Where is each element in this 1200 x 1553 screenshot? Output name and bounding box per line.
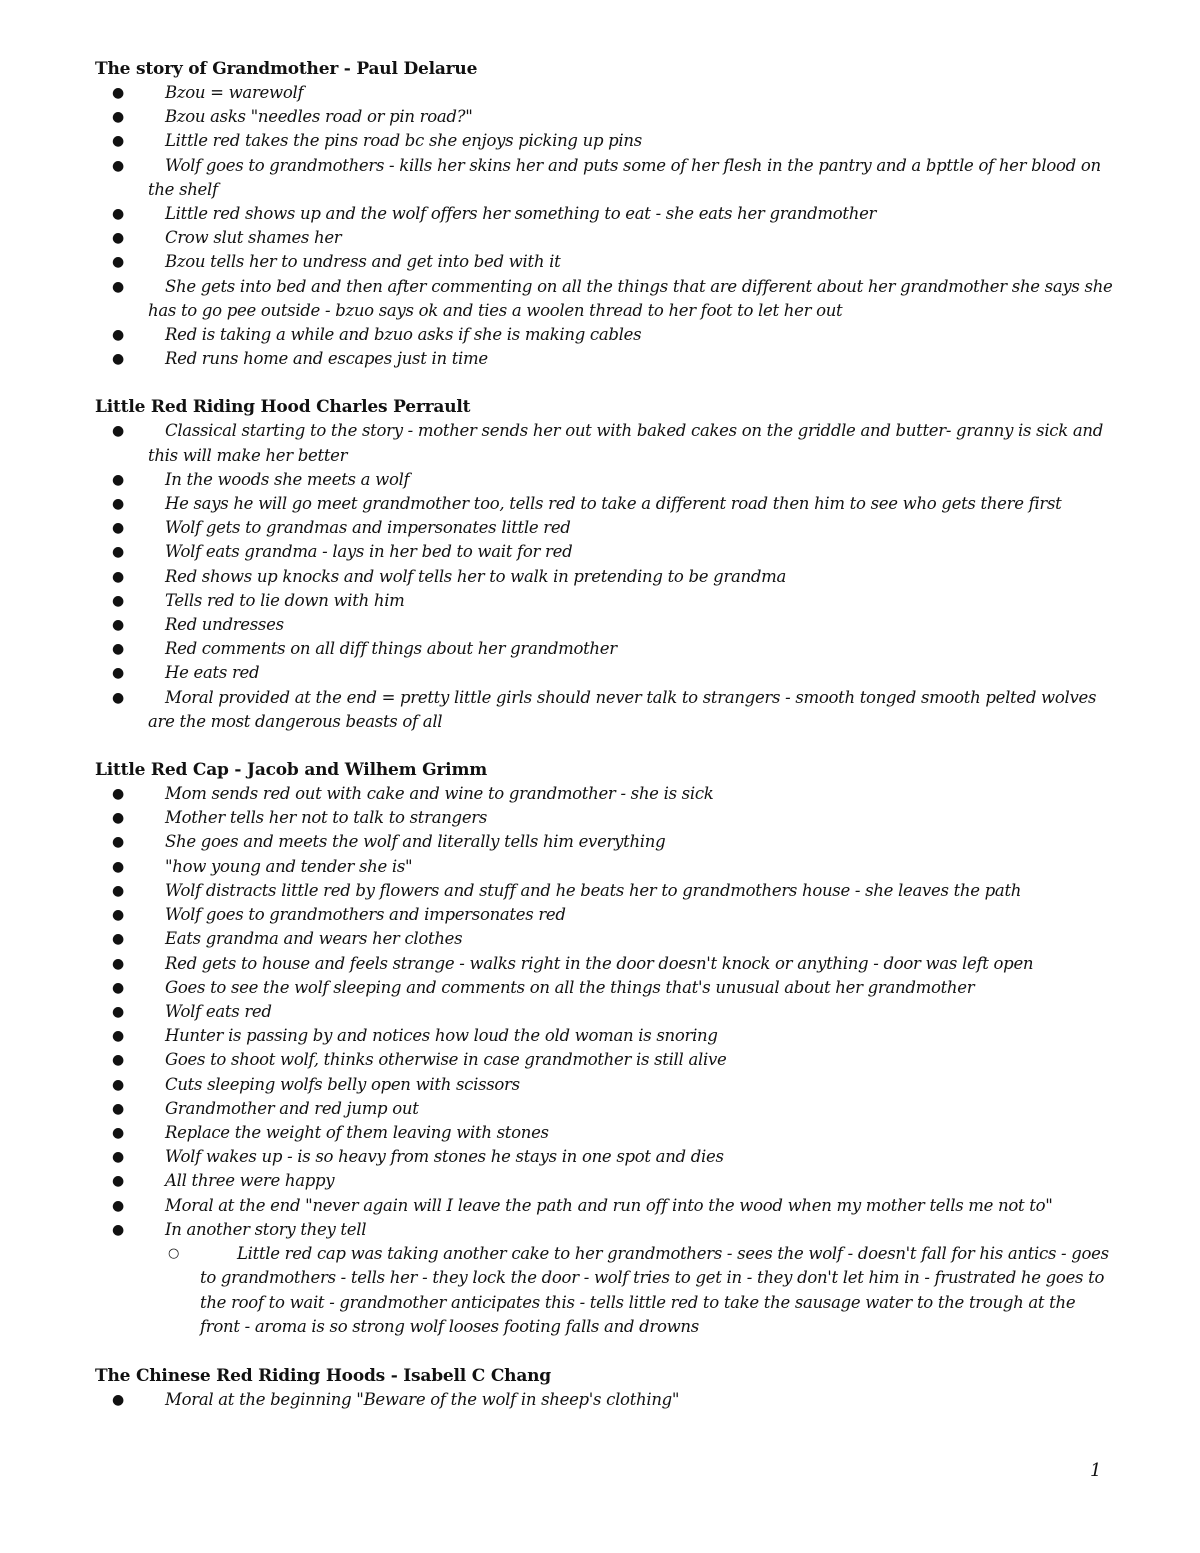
list-item: ● Wolf goes to grandmothers - kills her skins her and puts some of her flesh in the pantry and a bpttle of her blood on the shelf [112,155,1101,199]
bullet-list [95,81,1115,371]
list-item: ● Little red takes the pins road bc she enjoys picking up pins [95,129,1115,153]
list-item: ● Bzou asks "needles road or pin road?" [95,105,1115,129]
notes-body [95,57,1115,1436]
list-item: ● She gets into bed and then after commenting on all the things that are different about her grandmother she says she has to go pee outside - bzuo says ok and ties a woolen thread to her foot to let her out [112,276,1113,320]
bullet-icon: ● [112,254,124,271]
bullet-icon: ● [112,882,124,899]
list-item: ● Mom sends red out with cake and wine to grandmother - she is sick [95,782,1115,806]
bullet-icon: ● [112,568,124,585]
bullet-icon: ● [112,1391,124,1408]
sub-bullet-list [148,1242,1115,1340]
bullet-icon: ● [112,858,124,875]
bullet-icon: ● [112,617,124,634]
list-item: ● Wolf gets to grandmas and impersonates little red [95,516,1115,540]
list-item: ● "how young and tender she is" [95,855,1115,879]
bullet-icon: ● [112,471,124,488]
list-item: ● Red gets to house and feels strange - walks right in the door doesn't knock or anything - door was left open [95,952,1115,976]
bullet-icon: ● [112,1028,124,1045]
list-item: ● Wolf goes to grandmothers and impersonates red [95,903,1115,927]
list-item: ● Eats grandma and wears her clothes [95,927,1115,951]
bullet-icon: ● [112,1221,124,1238]
page-number: 1 [1090,1460,1102,1481]
list-item: ● Wolf eats grandma - lays in her bed to wait for red [95,540,1115,564]
bullet-icon: ● [112,641,124,658]
list-item: ● Grandmother and red jump out [95,1097,1115,1121]
section-story-of-grandmother [95,57,1115,371]
bullet-icon: ● [112,206,124,223]
bullet-icon: ● [112,109,124,126]
bullet-icon: ● [112,786,124,803]
list-item: ● Little red shows up and the wolf offers her something to eat - she eats her grandmother [95,202,1115,226]
list-item: ● Wolf eats red [95,1000,1115,1024]
list-item: ● Red is taking a while and bzuo asks if she is making cables [95,323,1115,347]
bullet-icon: ● [112,810,124,827]
list-item: ● Goes to shoot wolf, thinks otherwise in case grandmother is still alive [95,1048,1115,1072]
bullet-icon: ● [112,351,124,368]
list-item: ● Bzou = warewolf [95,81,1115,105]
section-heading: Little Red Riding Hood Charles Perrault [95,397,471,418]
bullet-icon: ● [112,520,124,537]
list-item: ● Moral at the end "never again will I leave the path and run off into the wood when my mother tells me not to" [95,1194,1115,1218]
bullet-icon: ● [112,907,124,924]
bullet-icon: ● [112,1149,124,1166]
list-item: ● Crow slut shames her [95,226,1115,250]
bullet-list [95,782,1115,1340]
section-chinese-red-riding-hoods [95,1364,1115,1412]
bullet-list [95,1388,1115,1412]
list-item: ● Wolf distracts little red by flowers and stuff and he beats her to grandmothers house - she leaves the path [95,879,1115,903]
bullet-icon: ● [112,1052,124,1069]
bullet-icon: ● [112,1076,124,1093]
hollow-bullet-icon: ○ [168,1245,180,1261]
section-heading: The story of Grandmother - Paul Delarue [95,59,478,79]
list-item: ● Red comments on all diff things about her grandmother [95,637,1115,661]
bullet-icon: ● [112,327,124,344]
section-heading: Little Red Cap - Jacob and Wilhem Grimm [95,760,488,781]
section-perrault [95,395,1115,734]
bullet-icon: ● [112,544,124,561]
list-item: ● He eats red [95,661,1115,685]
list-item: ● Cuts sleeping wolfs belly open with scissors [95,1073,1115,1097]
list-item: ● Moral provided at the end = pretty little girls should never talk to strangers - smooth tonged smooth pelted wolves are the most dangerous beasts of all [112,687,1097,731]
bullet-icon: ● [112,1100,124,1117]
list-item: ● She goes and meets the wolf and literally tells him everything [95,830,1115,854]
bullet-icon: ● [112,931,124,948]
bullet-icon: ● [112,230,124,247]
bullet-icon: ● [112,592,124,609]
list-item: ● In the woods she meets a wolf [95,468,1115,492]
list-item: ● Goes to see the wolf sleeping and comments on all the things that's unusual about her grandmother [95,976,1115,1000]
bullet-icon: ● [112,85,124,101]
bullet-icon: ● [112,1173,124,1190]
bullet-icon: ● [112,1003,124,1020]
bullet-icon: ● [112,834,124,851]
list-item: ● Red shows up knocks and wolf tells her to walk in pretending to be grandma [95,565,1115,589]
sub-list-item: ○ Little red cap was taking another cake to her grandmothers - sees the wolf - doesn't fall for his antics - goes to grandmothers - tells her - they lock the door - wolf tries to get in - they don't let him in - frustrated he goes to the roof to wait - grandmother anticipates this - tells little red to take the sausage water to the trough at the front - aroma is so strong wolf looses footing falls and drowns [168,1243,1109,1337]
bullet-icon: ● [112,689,124,706]
bullet-icon: ● [112,278,124,295]
bullet-icon: ● [112,979,124,996]
list-item: ● Tells red to lie down with him [95,589,1115,613]
bullet-icon: ● [112,423,124,440]
list-item: ● Hunter is passing by and notices how loud the old woman is snoring [95,1024,1115,1048]
bullet-icon: ● [112,133,124,150]
bullet-icon: ● [112,1124,124,1141]
list-item: ● In another story they tell ○ Little red cap was taking another cake to her grandmothers - sees the wolf - doesn't fall for his antics - goes to grandmothers - tells her - they lock the door - wolf tries to get in - they don't let him in - frustrated he goes to the roof to wait - grandmother anticipates this - tells little red to take the sausage water to the trough at the front - aroma is so strong wolf looses footing falls and drowns [95,1218,1115,1340]
bullet-icon: ● [112,665,124,682]
list-item: ● He says he will go meet grandmother too, tells red to take a different road then him to see who gets there first [95,492,1115,516]
list-item: ● Bzou tells her to undress and get into bed with it [95,250,1115,274]
bullet-icon: ● [112,955,124,972]
list-item: ● Classical starting to the story - mother sends her out with baked cakes on the griddle and butter- granny is sick and this will make her better [112,421,1104,465]
list-item: ● Red runs home and escapes just in time [95,347,1115,371]
list-item: ● Moral at the beginning "Beware of the wolf in sheep's clothing" [95,1388,1115,1412]
list-item: ● All three were happy [95,1169,1115,1193]
section-heading: The Chinese Red Riding Hoods - Isabell C Chang [95,1365,551,1386]
list-item: ● Red undresses [95,613,1115,637]
bullet-icon: ● [112,157,124,174]
bullet-list [95,419,1115,734]
list-item: ● Replace the weight of them leaving with stones [95,1121,1115,1145]
bullet-icon: ● [112,1197,124,1214]
list-item: ● Wolf wakes up - is so heavy from stones he stays in one spot and dies [95,1145,1115,1169]
section-grimm [95,758,1115,1340]
bullet-icon: ● [112,496,124,513]
list-item: ● Mother tells her not to talk to strangers [95,806,1115,830]
